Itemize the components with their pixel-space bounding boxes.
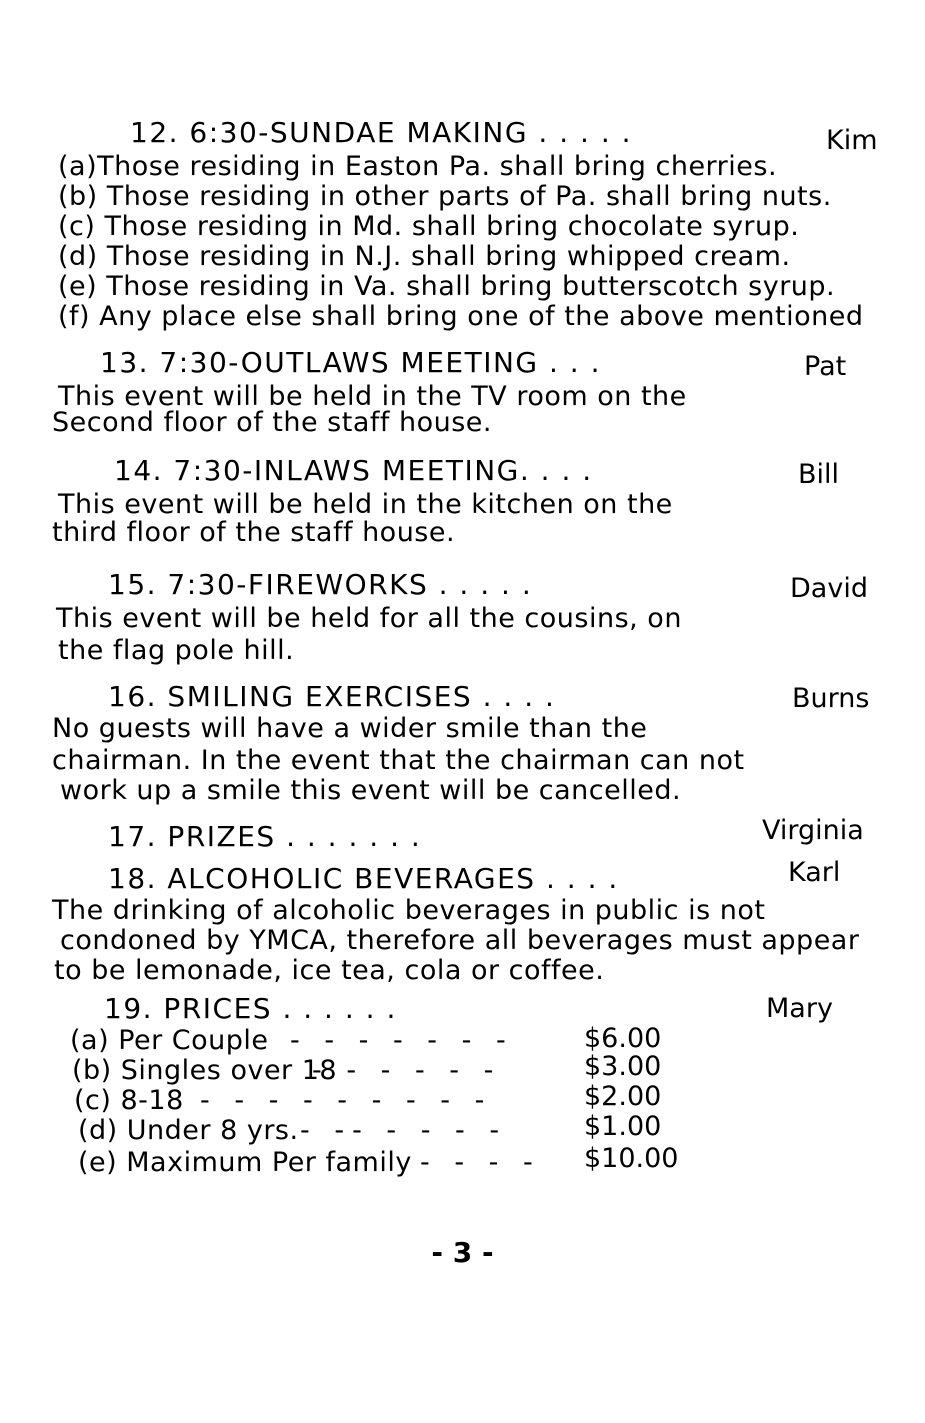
item-14-line-1: This event will be held in the kitchen on the — [58, 489, 673, 520]
item-12-host: Kim — [826, 125, 878, 156]
price-amount-e: $10.00 — [584, 1143, 679, 1174]
item-12-line-a: (a)Those residing in Easton Pa. shall bring cherries. — [58, 151, 778, 182]
item-12-line-d: (d) Those residing in N.J. shall bring whipped cream. — [58, 241, 791, 272]
item-15-line-2: the flag pole hill. — [58, 635, 295, 666]
item-18-host: Karl — [788, 857, 841, 888]
price-dashes-a: - - - - - - - — [290, 1025, 514, 1056]
item-16-line-3: work up a smile this event will be cancelled. — [60, 775, 682, 806]
price-dashes-d: - -- - - - - — [300, 1115, 508, 1146]
item-12-heading: 12. 6:30-SUNDAE MAKING . . . . . — [130, 116, 633, 149]
item-15-heading: 15. 7:30-FIREWORKS . . . . . — [108, 568, 533, 601]
item-15-host: David — [790, 573, 868, 604]
page-number: - 3 - — [431, 1236, 494, 1269]
price-dashes-c: - - - - - - - - - — [200, 1085, 493, 1116]
price-dashes-e: - - - - — [420, 1147, 541, 1178]
item-18-line-1: The drinking of alcoholic beverages in public is not — [52, 895, 766, 926]
price-label-b: (b) Singles over 18 — [72, 1055, 338, 1086]
item-14-heading: 14. 7:30-INLAWS MEETING. . . . — [114, 454, 593, 487]
item-19-host: Mary — [766, 993, 833, 1024]
item-14-host: Bill — [798, 459, 840, 490]
item-13-line-1: This event will be held in the TV room on the — [58, 381, 687, 412]
item-18-heading: 18. ALCOHOLIC BEVERAGES . . . . — [108, 862, 619, 895]
item-16-line-1: No guests will have a wider smile than the — [52, 713, 648, 744]
item-12-line-b: (b) Those residing in other parts of Pa. shall bring nuts. — [58, 181, 832, 212]
item-19-heading: 19. PRICES . . . . . . — [104, 992, 397, 1025]
item-12-line-e: (e) Those residing in Va. shall bring butterscotch syrup. — [58, 271, 836, 302]
price-label-a: (a) Per Couple — [70, 1025, 269, 1056]
item-14-line-2: third floor of the staff house. — [52, 517, 456, 548]
price-label-d: (d) Under 8 yrs. — [78, 1115, 299, 1146]
item-12-line-c: (c) Those residing in Md. shall bring chocolate syrup. — [58, 211, 800, 242]
price-label-e: (e) Maximum Per family — [78, 1147, 412, 1178]
item-13-heading: 13. 7:30-OUTLAWS MEETING . . . — [100, 346, 601, 379]
item-13-host: Pat — [804, 351, 847, 382]
item-17-heading: 17. PRIZES . . . . . . . — [108, 820, 422, 853]
price-label-c: (c) 8-18 — [74, 1085, 184, 1116]
item-16-line-2: chairman. In the event that the chairman can not — [52, 745, 745, 776]
item-13-line-2: Second floor of the staff house. — [52, 407, 492, 438]
item-17-host: Virginia — [762, 815, 864, 846]
price-amount-a: $6.00 — [584, 1023, 662, 1054]
item-18-line-2: condoned by YMCA, therefore all beverages must appear — [60, 925, 860, 956]
price-amount-b: $3.00 — [584, 1051, 662, 1082]
item-16-heading: 16. SMILING EXERCISES . . . . — [108, 680, 556, 713]
item-12-line-f: (f) Any place else shall bring one of the above mentioned — [58, 301, 864, 332]
item-16-host: Burns — [792, 683, 870, 714]
price-amount-c: $2.00 — [584, 1081, 662, 1112]
item-18-line-3: to be lemonade, ice tea, cola or coffee. — [54, 955, 605, 986]
price-amount-d: $1.00 — [584, 1111, 662, 1142]
price-dashes-b: - - - - - - — [312, 1055, 502, 1086]
item-15-line-1: This event will be held for all the cousins, on — [56, 603, 682, 634]
